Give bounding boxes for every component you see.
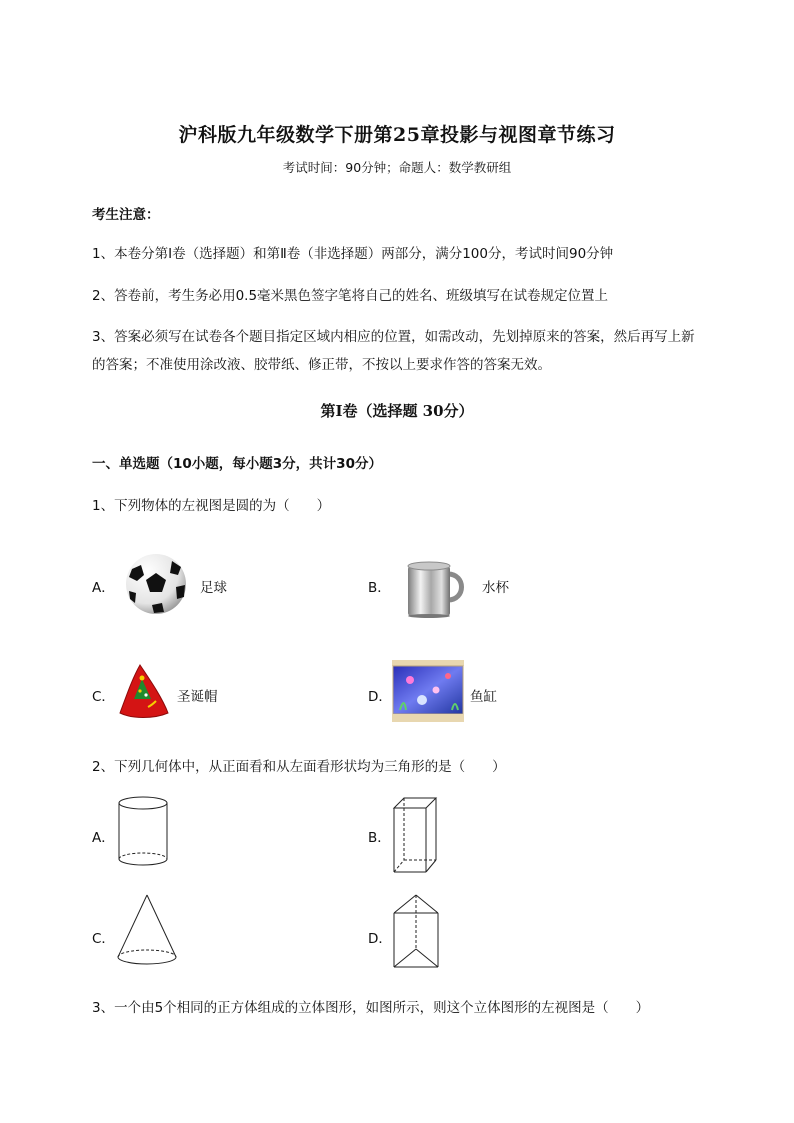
q1-option-a-letter[interactable]: A． <box>92 580 115 596</box>
q1-option-d-text: 鱼缸 <box>470 689 497 705</box>
notice-item-3: 3、答案必须写在试卷各个题目指定区域内相应的位置，如需改动，先划掉原来的答案，然后再写上新 <box>92 329 695 345</box>
fish-tank-icon <box>392 660 464 722</box>
rectangular-prism-icon <box>392 796 440 876</box>
exam-title: 沪科版九年级数学下册第25章投影与视图章节练习 <box>178 124 616 146</box>
question-2-stem: 2、下列几何体中，从正面看和从左面看形状均为三角形的是（ ） <box>92 759 506 775</box>
christmas-hat-icon <box>118 663 170 719</box>
notice-item-1: 1、本卷分第I卷（选择题）和第Ⅱ卷（非选择题）两部分，满分100分，考试时间90分钟 <box>92 246 614 262</box>
q2-option-d-letter[interactable]: D． <box>368 931 392 947</box>
q1-option-b-letter[interactable]: B． <box>368 580 391 596</box>
part-heading: 一、单选题（10小题，每小题3分，共计30分） <box>92 456 382 472</box>
exam-subtitle: 考试时间：90分钟；命题人：数学教研组 <box>282 160 512 175</box>
q1-option-b-text: 水杯 <box>482 580 509 596</box>
question-3-stem: 3、一个由5个相同的正方体组成的立体图形，如图所示，则这个立体图形的左视图是（ ） <box>92 1000 650 1016</box>
cone-icon <box>116 893 178 969</box>
q1-option-c-text: 圣诞帽 <box>177 689 218 705</box>
q1-option-a-text: 足球 <box>200 580 227 596</box>
q1-option-d-letter[interactable]: D． <box>368 689 392 705</box>
notice-heading: 考生注意： <box>92 207 160 223</box>
triangular-prism-icon <box>392 893 442 971</box>
notice-item-3-cont: 的答案；不准使用涂改液、胶带纸、修正带，不按以上要求作答的答案无效。 <box>92 357 551 373</box>
q2-option-a-letter[interactable]: A． <box>92 830 115 846</box>
section-title: 第I卷（选择题 30分） <box>320 402 474 420</box>
question-1-stem: 1、下列物体的左视图是圆的为（ ） <box>92 498 331 514</box>
soccer-ball-icon <box>124 553 188 615</box>
notice-item-2: 2、答卷前，考生务必用0.5毫米黑色签字笔将自己的姓名、班级填写在试卷规定位置上 <box>92 288 609 304</box>
q2-option-c-letter[interactable]: C． <box>92 931 115 947</box>
q1-option-c-letter[interactable]: C． <box>92 689 115 705</box>
cylinder-icon <box>116 795 170 867</box>
q2-option-b-letter[interactable]: B． <box>368 830 391 846</box>
steel-mug-icon <box>404 560 468 618</box>
